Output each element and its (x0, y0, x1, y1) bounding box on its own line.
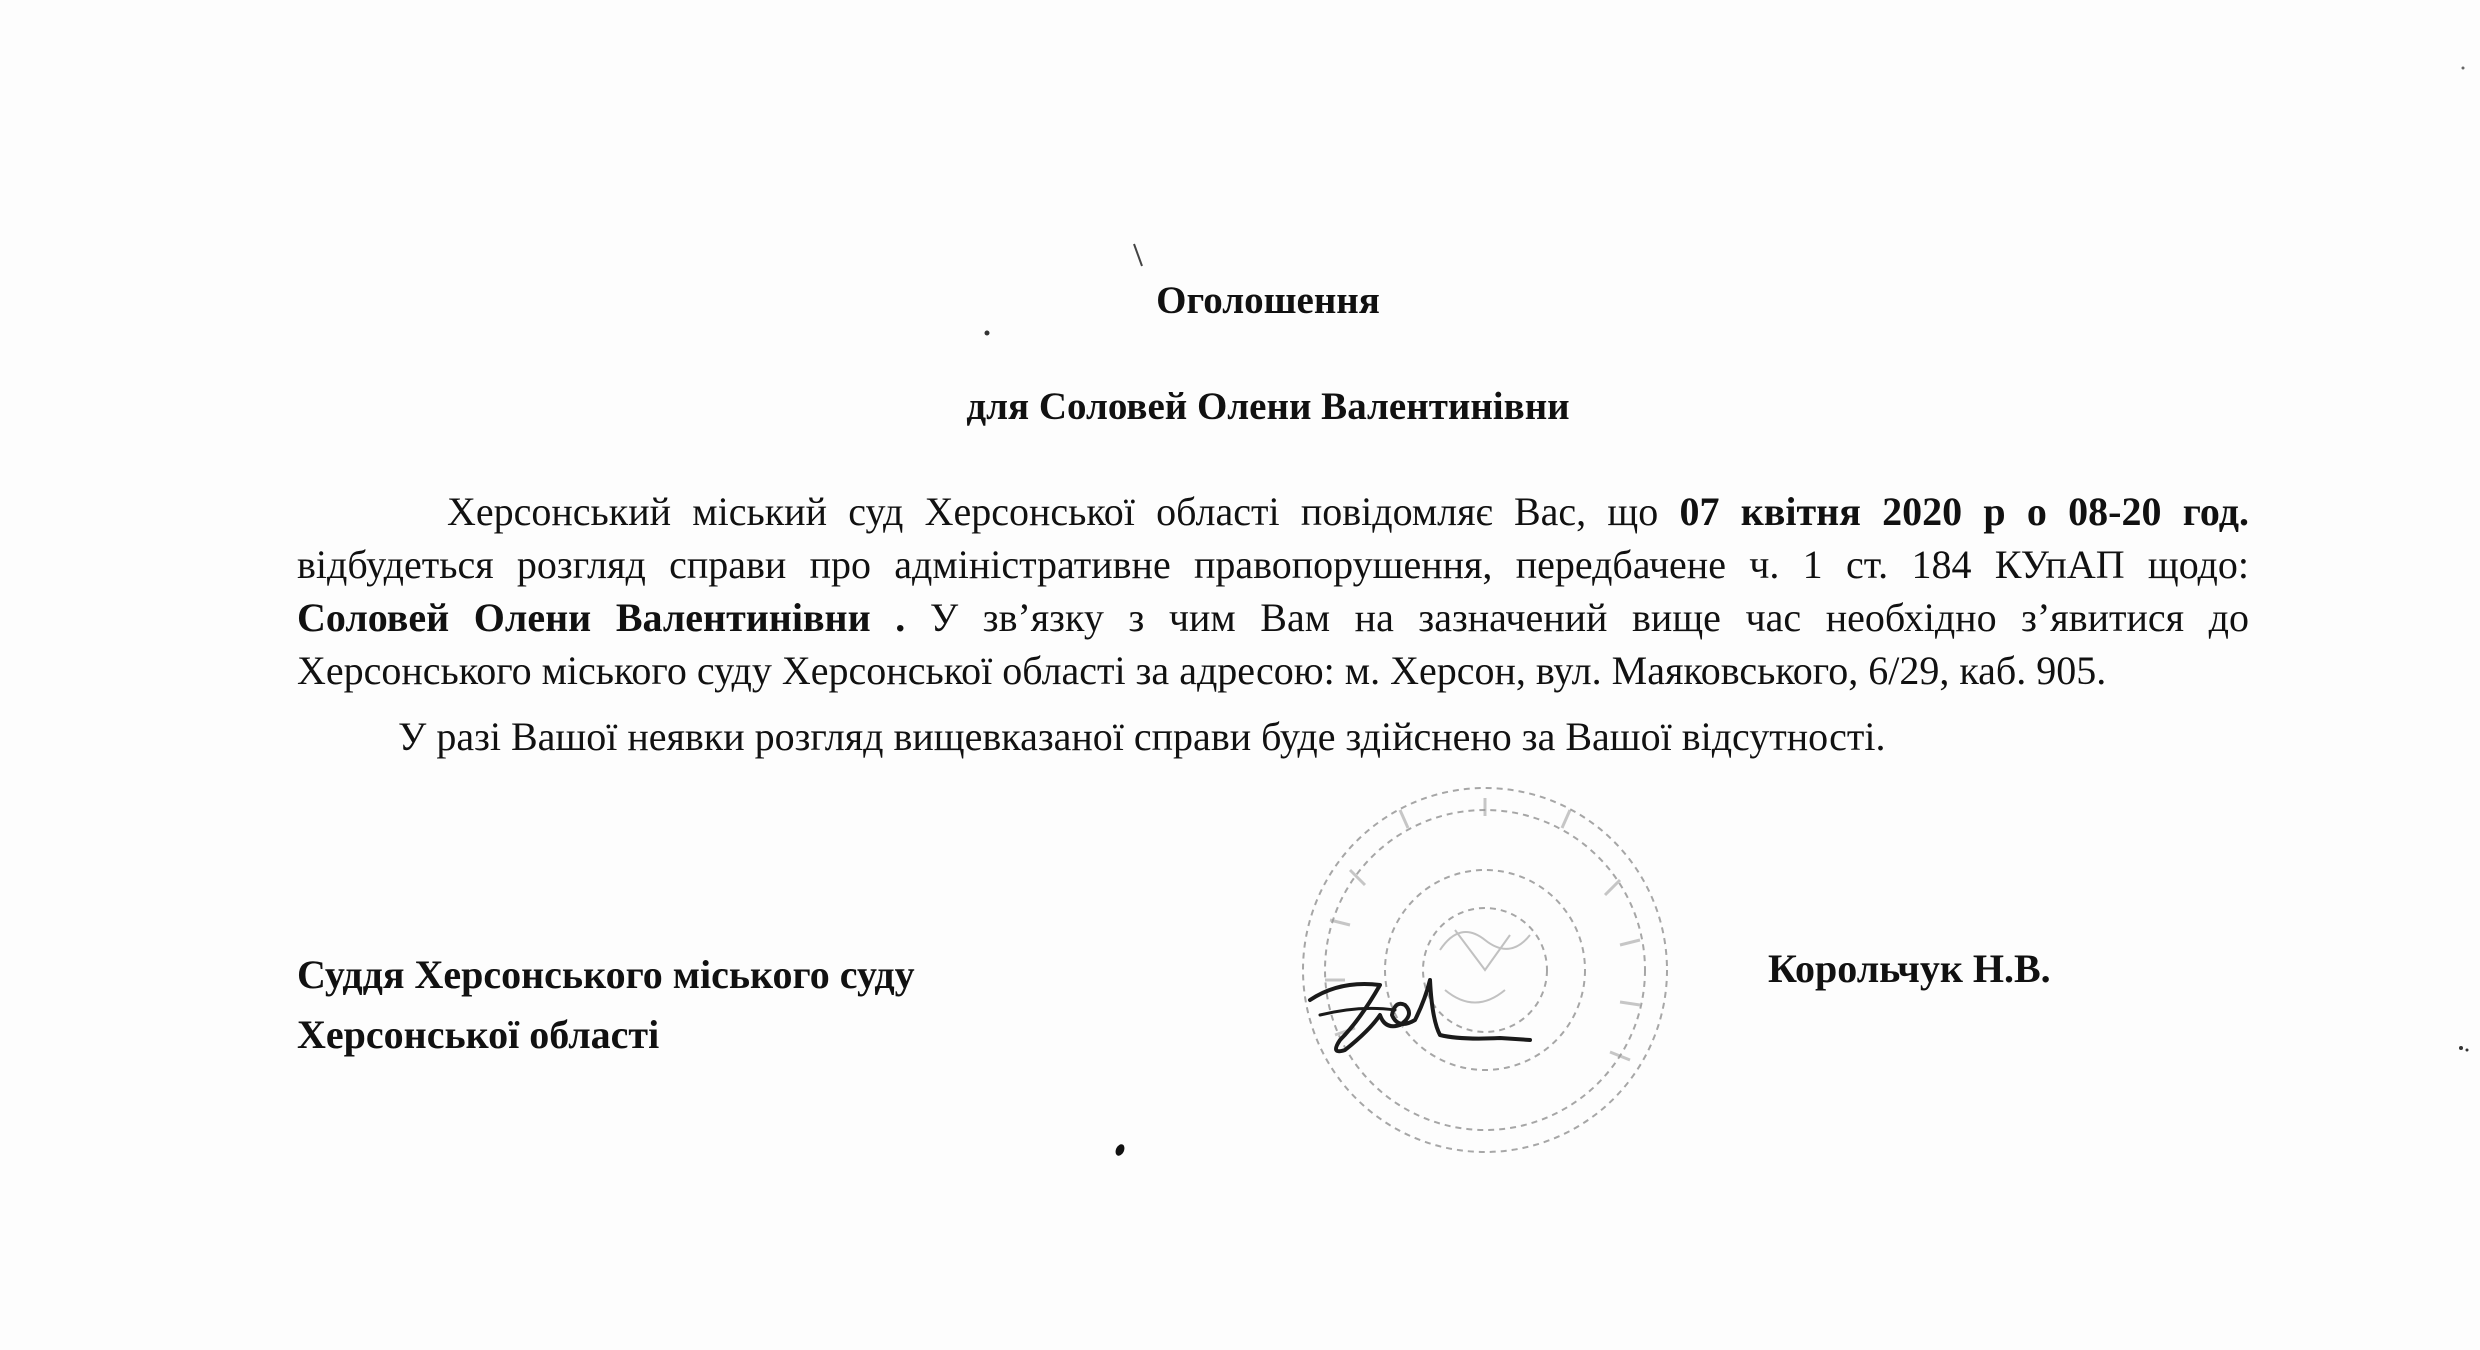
scan-artifact (2455, 60, 2475, 80)
judge-position-line-2: Херсонської області (297, 1012, 660, 1057)
scan-artifact (2455, 1040, 2475, 1060)
hearing-date-time: 07 квітня 2020 р о 08-20 год. (1679, 489, 2249, 534)
handwritten-signature (1300, 960, 1540, 1070)
scan-artifact (1110, 1140, 1130, 1160)
addressee-line: для Соловей Олени Валентинівни (966, 385, 1570, 428)
document-title: Оголошення (1156, 279, 1380, 322)
notice-paragraph-2: У разі Вашої неявки розгляд вищевказаної справи буде здійснено за Вашої відсутності. (398, 714, 1886, 759)
paragraph-1-text-c: У зв’язку з чим Вам на зазначений вище час необхідно з’явитися до Херсонського міського суду Херсонської області за адресою: м. Херсон, вул. Маяковського, 6/29, каб. 905. (297, 595, 2249, 693)
judge-position-line-1: Суддя Херсонського міського суду (297, 952, 915, 997)
scan-artifact (1130, 242, 1150, 272)
paragraph-1-text-a: Херсонський міський суд Херсонської області повідомляє Вас, що (447, 489, 1680, 534)
notice-paragraph-1 (297, 485, 2249, 697)
paragraph-1-text-b: відбудеться розгляд справи про адміністративне правопорушення, передбачене ч. 1 ст. 184 КУпАП щодо: (297, 542, 2249, 587)
notice-body (297, 485, 2249, 767)
scan-artifact (982, 328, 992, 338)
defendant-name: Соловей Олени Валентинівни . (297, 595, 906, 640)
judge-name: Корольчук Н.В. (1768, 946, 2051, 991)
judge-position (297, 945, 915, 1065)
